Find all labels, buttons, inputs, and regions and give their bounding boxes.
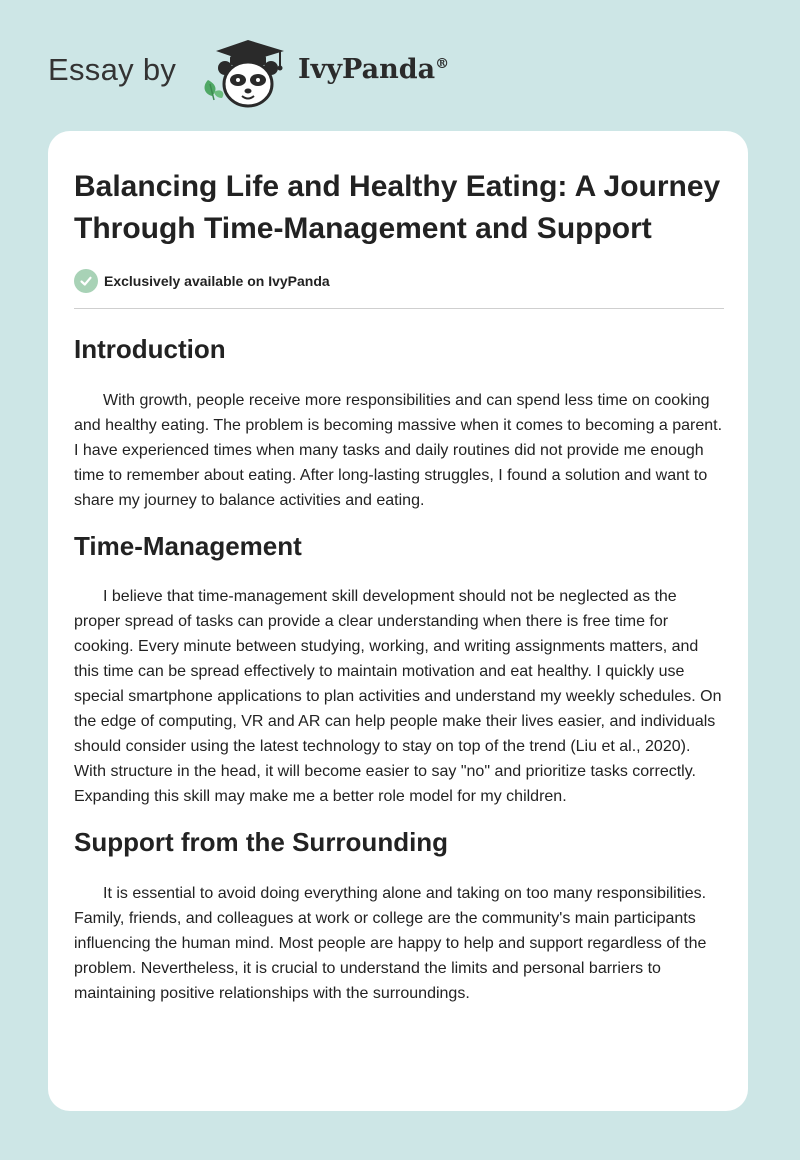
title-divider: [74, 308, 724, 309]
section-body-introduction: With growth, people receive more responsibilities and can spend less time on cooking and healthy eating. The problem is becoming massive when it comes to becoming a parent. I have experienced times when many tasks and daily routines did not provide me enough time to remember about eating. After long-lasting struggles, I found a solution and want to share my journey to balance activities and eating.: [74, 392, 723, 509]
leaf-icon: [205, 80, 224, 100]
essay-content: [74, 166, 724, 1006]
brand-name: IvyPanda®: [298, 54, 450, 85]
check-icon: [74, 269, 98, 293]
brand-prefix: Essay by: [48, 52, 177, 87]
section-heading-introduction: Introduction: [74, 334, 226, 364]
section-body-support: It is essential to avoid doing everything alone and taking on too many responsibilities. Family, friends, and colleagues at work or college are the community's main participants influencing the human mind. Most people are happy to help and support regardless of the problem. Nevertheless, it is crucial to understand the limits and personal barriers to maintaining positive relationships with the surroundings.: [74, 885, 707, 1002]
section-heading-time-management: Time-Management: [74, 531, 302, 561]
panda-logo-icon: [200, 34, 292, 110]
section-heading-support: Support from the Surrounding: [74, 827, 449, 857]
brand-header: [48, 34, 548, 114]
exclusive-label: Exclusively available on IvyPanda: [104, 273, 330, 289]
essay-card: [48, 131, 748, 1111]
exclusive-badge: [74, 268, 724, 294]
essay-title: Balancing Life and Healthy Eating: A Journey Through Time-Management and Support: [74, 170, 721, 245]
section-body-time-management: I believe that time-management skill development should not be neglected as the proper spread of tasks can provide a clear understanding when there is free time for cooking. Every minute between studying, working, and writing assignments matters, and this time can be spread effectively to maintain motivation and eat healthy. I quickly use special smartphone applications to plan activities and understand my weekly schedules. On the edge of computing, VR and AR can help people make their lives easier, and individuals should consider using the latest technology to stay on top of the trend (Liu et al., 2020). With structure in the head, it will become easier to say "no" and prioritize tasks correctly. Expanding this skill may make me a better role model for my children.: [74, 588, 722, 805]
